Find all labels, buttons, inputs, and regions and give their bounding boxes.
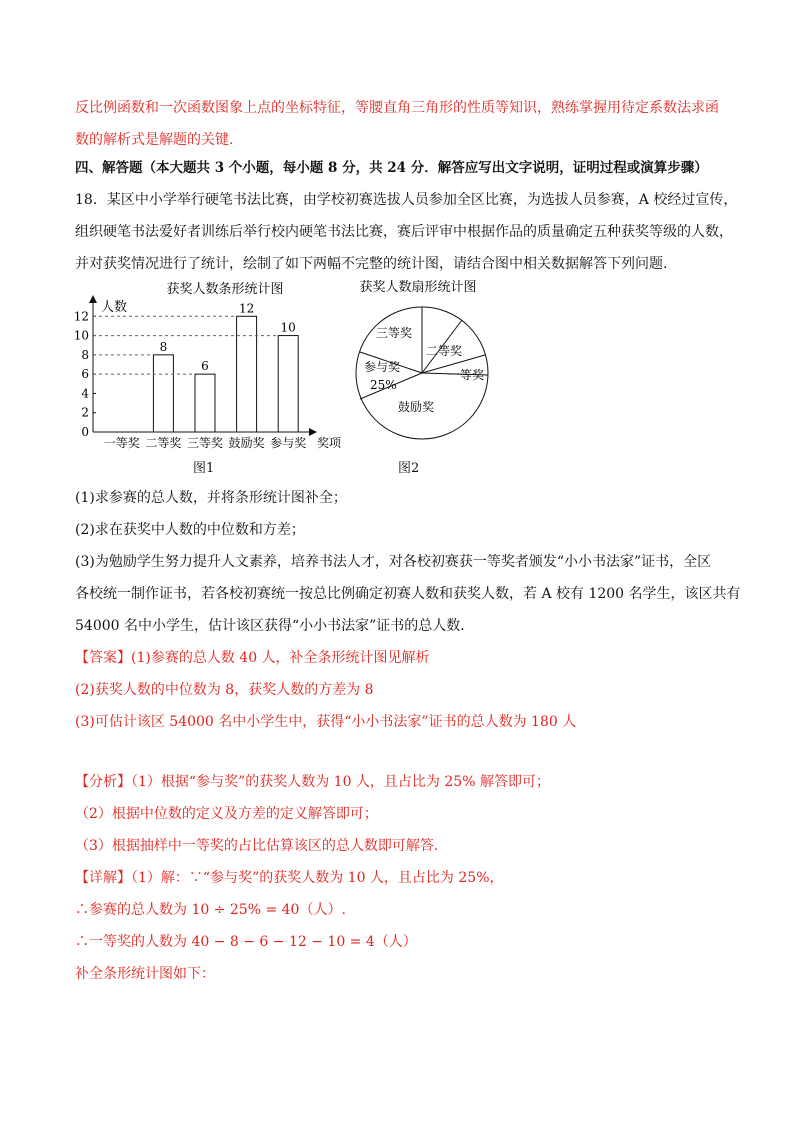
- pie-chart: [350, 275, 510, 455]
- question-line-3: 并对获奖情况进行了统计，绘制了如下两幅不完整的统计图，请结合图中相关数据解答下列问题.: [75, 256, 668, 272]
- y-tick-label: 0: [81, 425, 89, 439]
- pie-chart-figure: [350, 275, 510, 475]
- detail-3: ∴一等奖的人数为 40 − 8 − 6 − 12 − 10 = 4（人）: [75, 934, 417, 950]
- y-axis-arrow: [89, 295, 97, 303]
- question-line-1: 18．某区中小学举行硬笔书法比赛，由学校初赛选拔人员参加全区比赛，为选拔人员参赛，A 校经过宣传，: [75, 192, 738, 208]
- bar-value-label: 12: [238, 301, 255, 316]
- analysis-2: （2）根据中位数的定义及方差的定义解答即可；: [75, 806, 378, 822]
- bar-value-label: 10: [280, 320, 296, 335]
- bar-chart: [75, 275, 355, 475]
- section-heading: 四、解答题（本大题共 3 个小题，每小题 8 分，共 24 分．解答应写出文字说明，证明过程或演算步骤）: [75, 160, 708, 176]
- detail-2: ∴参赛的总人数为 10 ÷ 25% = 40（人）.: [75, 902, 346, 918]
- part-3-line-2: 各校统一制作证书，若各校初赛统一按总比例确定初赛人数和获奖人数，若 A 校有 1200 名学生，该区共有: [75, 586, 741, 602]
- x-tick-label: 三等奖: [186, 436, 224, 450]
- y-tick-label: 10: [75, 328, 89, 343]
- bar-value-label: 6: [201, 359, 209, 374]
- x-tick-label: 鼓励奖: [228, 436, 265, 450]
- bar-chart-figure: [75, 275, 355, 475]
- bar: [195, 374, 215, 432]
- y-axis-label: 人数: [101, 300, 128, 315]
- figure-2-caption: 图2: [398, 461, 420, 476]
- bar: [237, 316, 257, 432]
- y-tick-label: 2: [81, 405, 89, 420]
- detail-4: 补全条形统计图如下：: [75, 966, 215, 982]
- intro-line-1: 反比例函数和一次函数图象上点的坐标特征，等腰直角三角形的性质等知识，熟练掌握用待定系数法求函: [75, 100, 719, 116]
- answer-3: (3)可估计该区 54000 名中小学生中，获得“小小书法家”证书的总人数为 180 人: [75, 714, 577, 730]
- x-tick-label: 参与奖: [270, 436, 307, 450]
- part-3-line-1: (3)为勉励学生努力提升人文素养，培养书法人才，对各校初赛获一等奖者颁发“小小书法家”证书，全区: [75, 554, 712, 570]
- pie-label-san: 三等奖: [376, 326, 413, 340]
- bar-chart-title: 获奖人数条形统计图: [166, 282, 284, 297]
- bar: [278, 336, 298, 432]
- y-tick-label: 12: [75, 309, 89, 324]
- pie-label-er: 二等奖: [426, 344, 463, 358]
- analysis-1: 【分析】（1）根据“参与奖”的获奖人数为 10 人，且占比为 25% 解答即可；: [75, 774, 550, 790]
- detail-1: 【详解】（1）解：∵“参与奖”的获奖人数为 10 人，且占比为 25%，: [75, 870, 504, 886]
- part-3-line-3: 54000 名中小学生，估计该区获得“小小书法家”证书的总人数.: [75, 618, 465, 634]
- intro-line-2: 数的解析式是解题的关键.: [75, 132, 234, 148]
- part-2: (2)求在获奖中人数的中位数和方差；: [75, 522, 305, 538]
- answer-1: 【答案】(1)参赛的总人数 40 人，补全条形统计图见解析: [75, 650, 430, 666]
- pie-chart-title: 获奖人数扇形统计图: [359, 280, 477, 295]
- y-tick-label: 4: [81, 386, 89, 401]
- answer-2: (2)获奖人数的中位数为 8，获奖人数的方差为 8: [75, 682, 374, 698]
- y-tick-label: 8: [81, 347, 89, 362]
- x-axis-label: 奖项: [317, 436, 342, 450]
- y-tick-label: 6: [81, 367, 89, 382]
- x-axis-arrow: [309, 428, 317, 436]
- x-tick-label: 二等奖: [145, 436, 182, 450]
- analysis-3: （3）根据抽样中一等奖的占比估算该区的总人数即可解答.: [75, 838, 439, 854]
- question-line-2: 组织硬笔书法爱好者训练后举行校内硬笔书法比赛，赛后评审中根据作品的质量确定五种获奖等级的人数，: [75, 224, 733, 240]
- pie-label-guli: 鼓励奖: [398, 400, 435, 414]
- part-1: (1)求参赛的总人数，并将条形统计图补全；: [75, 490, 347, 506]
- pie-label-canyu: 参与奖: [364, 360, 401, 374]
- bar-value-label: 8: [159, 339, 168, 354]
- pie-label-canyu-percent: 25%: [370, 378, 397, 392]
- bar: [153, 355, 173, 432]
- pie-label-yi: 一等奖: [448, 368, 485, 382]
- x-tick-label: 一等奖: [103, 436, 140, 450]
- figure-1-caption: 图1: [193, 461, 215, 476]
